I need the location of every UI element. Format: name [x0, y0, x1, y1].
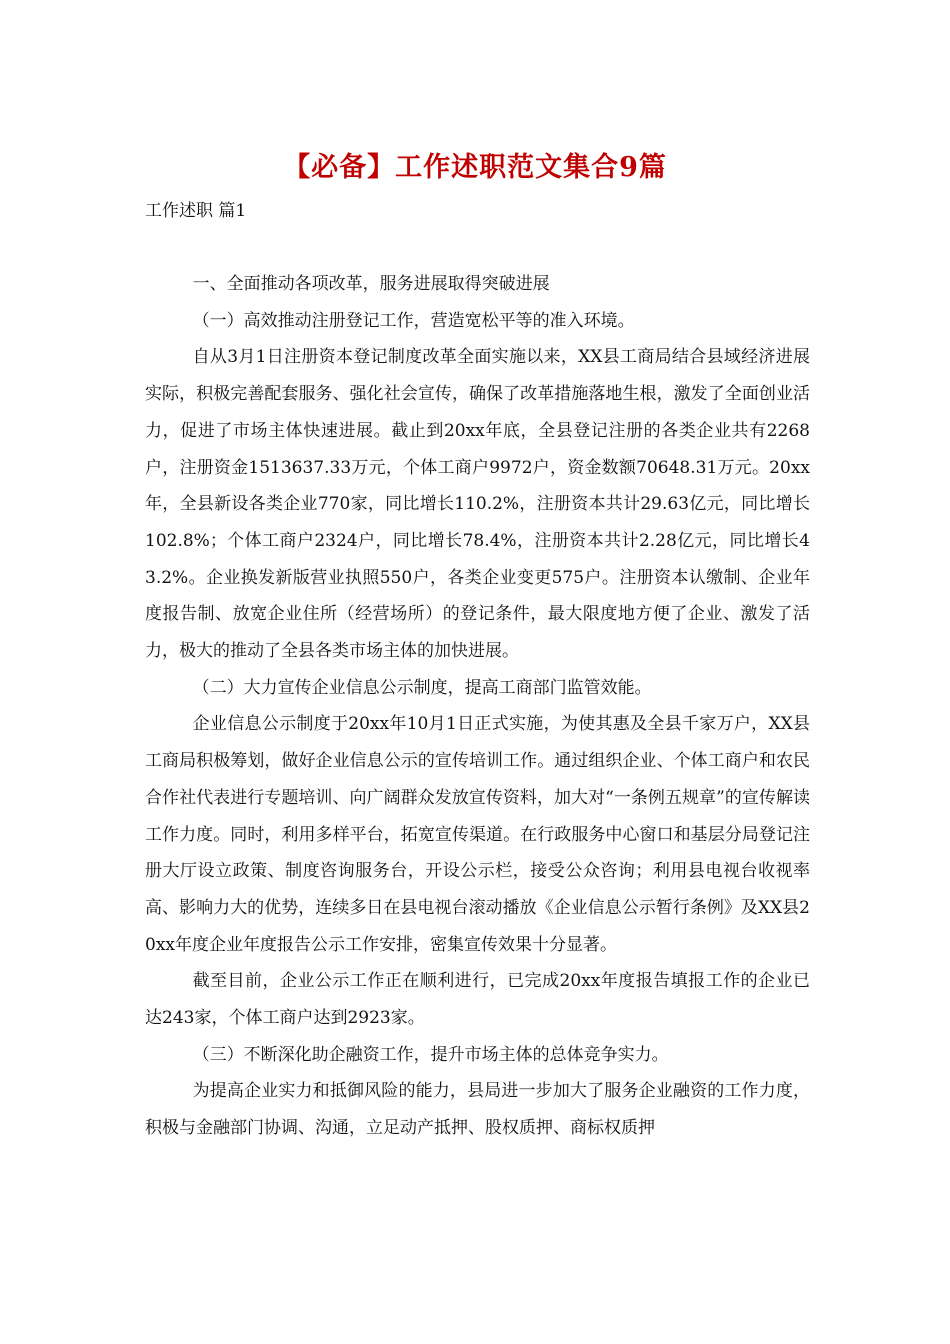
document-body	[145, 266, 810, 1147]
paragraph-heading-1: 一、全面推动各项改革，服务进展取得突破进展	[192, 274, 550, 294]
paragraph: 为提高企业实力和抵御风险的能力，县局进一步加大了服务企业融资的工作力度，积极与金融部门协调、沟通，立足动产抵押、股权质押、商标权质押	[145, 1081, 810, 1139]
paragraph-subheading-3: （三）不断深化助企融资工作，提升市场主体的总体竞争实力。	[192, 1044, 669, 1065]
paragraph-subheading-2: （二）大力宣传企业信息公示制度，提高工商部门监管效能。	[192, 677, 652, 698]
paragraph: 截至目前，企业公示工作正在顺利进行，已完成20xx年度报告填报工作的企业已达243家，个体工商户达到2923家。	[145, 971, 810, 1029]
document-title: 【必备】工作述职范文集合9篇	[283, 152, 667, 183]
paragraph: 自从3月1日注册资本登记制度改革全面实施以来，XX县工商局结合县域经济进展实际，积极完善配套服务、强化社会宣传，确保了改革措施落地生根，激发了全面创业活力，促进了市场主体快速进展。截止到20xx年底，全县登记注册的各类企业共有2268户，注册资金1513637.33万元，个体工商户9972户，资金数额70648.31万元。20xx年，全县新设各类企业770家，同比增长110.2%，注册资本共计29.63亿元，同比增长102.8%；个体工商户2324户，同比增长78.4%，注册资本共计2.28亿元，同比增长43.2%。企业换发新版营业执照550户，各类企业变更575户。注册资本认缴制、企业年度报告制、放宽企业住所（经营场所）的登记条件，最大限度地方便了企业、激发了活力，极大的推动了全县各类市场主体的加快进展。	[145, 347, 810, 662]
paragraph-subheading-1: （一）高效推动注册登记工作，营造宽松平等的准入环境。	[192, 310, 635, 331]
paragraph: 企业信息公示制度于20xx年10月1日正式实施，为使其惠及全县千家万户，XX县工商局积极筹划，做好企业信息公示的宣传培训工作。通过组织企业、个体工商户和农民合作社代表进行专题培训、向广阔群众发放宣传资料，加大对“一条例五规章”的宣传解读工作力度。同时，利用多样平台，拓宽宣传渠道。在行政服务中心窗口和基层分局登记注册大厅设立政策、制度咨询服务台，开设公示栏，接受公众咨询；利用县电视台收视率高、影响力大的优势，连续多日在县电视台滚动播放《企业信息公示暂行条例》及XX县20xx年度企业年度报告公示工作安排，密集宣传效果十分显著。	[145, 714, 810, 955]
section-heading: 工作述职 篇1	[145, 201, 247, 221]
